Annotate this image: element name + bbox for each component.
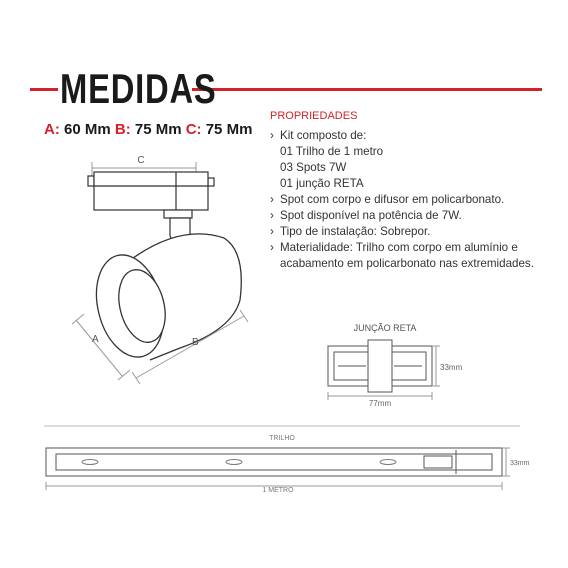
- dim-a-label: A: [92, 334, 99, 345]
- kit-label: Kit composto de:: [280, 129, 367, 142]
- trilho-drawing: [46, 448, 502, 476]
- juncao-height: 33mm: [440, 363, 463, 372]
- dim-b-value: 75 Mm: [134, 121, 182, 138]
- dim-b-key: B:: [114, 121, 131, 138]
- page-title: MEDIDAS: [60, 65, 217, 112]
- property-text: Spot disponível na potência de 7W.: [280, 209, 462, 222]
- trilho-height: 33mm: [510, 460, 530, 467]
- property-item: › Spot com corpo e difusor em policarbonato.: [270, 193, 505, 206]
- kit-item: 01 junção RETA: [280, 177, 364, 190]
- spot-adapter: [88, 172, 214, 218]
- property-text-cont: acabamento em policarbonato nas extremidades.: [280, 257, 534, 270]
- juncao-title: JUNÇÃO RETA: [353, 323, 417, 333]
- property-item: › Materialidade: Trilho com corpo em alumínio e: [270, 241, 518, 254]
- property-text: Materialidade: Trilho com corpo em alumínio e: [280, 241, 518, 254]
- juncao-drawing: [328, 340, 432, 392]
- kit-item: 01 Trilho de 1 metro: [280, 145, 384, 158]
- trilho-length: 1 METRO: [262, 487, 294, 494]
- juncao-width: 77mm: [368, 399, 392, 408]
- property-text: Spot com corpo e difusor em policarbonato.: [280, 193, 505, 206]
- spot-body: [86, 234, 241, 364]
- property-text: Tipo de instalação: Sobrepor.: [280, 225, 431, 238]
- trilho-title: TRILHO: [269, 435, 295, 442]
- dim-c-key: C:: [185, 121, 202, 138]
- kit-item: 03 Spots 7W: [280, 161, 347, 174]
- dim-b-label: B: [192, 337, 199, 348]
- dim-c-value: 75 Mm: [205, 121, 253, 138]
- dim-c-label: C: [137, 155, 145, 166]
- properties-header: PROPRIEDADES: [270, 110, 358, 122]
- property-item: › Tipo de instalação: Sobrepor.: [270, 225, 431, 238]
- dim-a-value: 60 Mm: [64, 121, 111, 138]
- dim-a-key: A:: [44, 121, 60, 138]
- property-item: › Spot disponível na potência de 7W.: [270, 209, 462, 222]
- property-item: › Kit composto de:: [270, 129, 367, 142]
